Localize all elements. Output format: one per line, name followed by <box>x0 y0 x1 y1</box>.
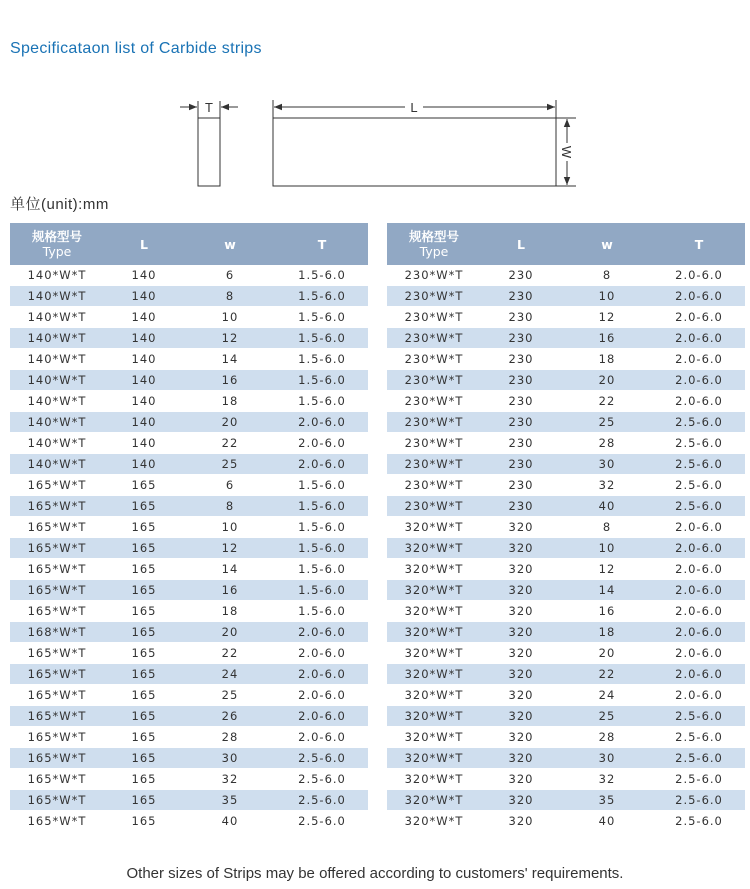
cell-l: 320 <box>481 517 561 538</box>
cell-t: 2.5-6.0 <box>653 454 745 475</box>
cell-t: 2.5-6.0 <box>653 748 745 769</box>
header-type <box>10 223 104 265</box>
cell-w: 30 <box>184 748 276 769</box>
cell-l: 320 <box>481 790 561 811</box>
header-l: L <box>104 223 184 265</box>
table-row <box>10 790 368 811</box>
table-row <box>387 349 745 370</box>
table-row <box>387 454 745 475</box>
cell-t: 2.0-6.0 <box>653 643 745 664</box>
table-row <box>10 685 368 706</box>
table-row <box>387 685 745 706</box>
cell-w: 8 <box>184 286 276 307</box>
table-header-row <box>10 223 368 265</box>
table-row <box>10 307 368 328</box>
cell-type: 165*W*T <box>10 475 104 496</box>
cell-w: 10 <box>561 286 653 307</box>
cell-w: 18 <box>561 622 653 643</box>
cell-l: 140 <box>104 349 184 370</box>
table-row <box>387 538 745 559</box>
table-row <box>10 664 368 685</box>
cell-type: 140*W*T <box>10 412 104 433</box>
header-type-cn: 规格型号 <box>408 229 459 244</box>
table-row <box>387 391 745 412</box>
cell-w: 30 <box>561 454 653 475</box>
cell-type: 230*W*T <box>387 454 481 475</box>
cell-t: 1.5-6.0 <box>276 559 368 580</box>
cell-w: 28 <box>561 433 653 454</box>
cell-type: 320*W*T <box>387 748 481 769</box>
header-type <box>387 223 481 265</box>
cell-t: 1.5-6.0 <box>276 601 368 622</box>
cell-type: 140*W*T <box>10 391 104 412</box>
spec-table-right <box>387 223 745 832</box>
cell-type: 140*W*T <box>10 433 104 454</box>
cell-type: 140*W*T <box>10 370 104 391</box>
table-row <box>10 496 368 517</box>
cell-t: 2.0-6.0 <box>653 265 745 286</box>
cell-w: 16 <box>561 601 653 622</box>
cell-t: 2.5-6.0 <box>653 811 745 832</box>
cell-type: 165*W*T <box>10 559 104 580</box>
strip-side-view <box>273 118 556 186</box>
table-row <box>10 643 368 664</box>
cell-w: 25 <box>184 454 276 475</box>
cell-l: 320 <box>481 685 561 706</box>
table-row <box>387 286 745 307</box>
cell-l: 165 <box>104 475 184 496</box>
cell-t: 1.5-6.0 <box>276 349 368 370</box>
cell-type: 165*W*T <box>10 706 104 727</box>
cell-type: 230*W*T <box>387 349 481 370</box>
table-row <box>10 748 368 769</box>
cell-t: 2.0-6.0 <box>653 391 745 412</box>
cell-l: 165 <box>104 706 184 727</box>
cell-w: 35 <box>561 790 653 811</box>
cell-w: 28 <box>561 727 653 748</box>
cell-type: 320*W*T <box>387 559 481 580</box>
cell-l: 230 <box>481 391 561 412</box>
cell-l: 320 <box>481 538 561 559</box>
table-row <box>10 391 368 412</box>
cell-t: 1.5-6.0 <box>276 391 368 412</box>
cell-l: 165 <box>104 811 184 832</box>
cell-l: 320 <box>481 811 561 832</box>
cell-type: 320*W*T <box>387 622 481 643</box>
cell-l: 320 <box>481 748 561 769</box>
cell-t: 2.0-6.0 <box>276 643 368 664</box>
table-row <box>387 412 745 433</box>
cell-w: 12 <box>184 538 276 559</box>
cell-t: 1.5-6.0 <box>276 370 368 391</box>
cell-t: 2.5-6.0 <box>653 496 745 517</box>
cell-type: 165*W*T <box>10 601 104 622</box>
table-row <box>387 433 745 454</box>
l-dimension-label: L <box>410 100 418 115</box>
cell-l: 230 <box>481 307 561 328</box>
cell-t: 2.0-6.0 <box>653 685 745 706</box>
cell-l: 140 <box>104 412 184 433</box>
cell-t: 2.0-6.0 <box>653 328 745 349</box>
cell-l: 165 <box>104 538 184 559</box>
table-row <box>10 265 368 286</box>
cell-type: 165*W*T <box>10 790 104 811</box>
header-l: L <box>481 223 561 265</box>
table-row <box>387 601 745 622</box>
strip-end-view <box>198 118 220 186</box>
cell-t: 2.5-6.0 <box>653 433 745 454</box>
table-row <box>10 349 368 370</box>
cell-type: 165*W*T <box>10 517 104 538</box>
cell-l: 140 <box>104 454 184 475</box>
table-header-row <box>387 223 745 265</box>
cell-w: 6 <box>184 265 276 286</box>
cell-w: 26 <box>184 706 276 727</box>
strip-dimension-diagram <box>0 0 750 200</box>
cell-w: 22 <box>561 391 653 412</box>
cell-type: 165*W*T <box>10 748 104 769</box>
table-row <box>387 475 745 496</box>
page-title: Specificataon list of Carbide strips <box>10 40 262 57</box>
cell-type: 168*W*T <box>10 622 104 643</box>
cell-l: 320 <box>481 727 561 748</box>
cell-w: 8 <box>561 265 653 286</box>
cell-t: 2.0-6.0 <box>653 622 745 643</box>
cell-w: 24 <box>184 664 276 685</box>
cell-l: 230 <box>481 475 561 496</box>
cell-w: 22 <box>561 664 653 685</box>
cell-w: 12 <box>561 307 653 328</box>
cell-w: 22 <box>184 643 276 664</box>
cell-type: 230*W*T <box>387 433 481 454</box>
cell-l: 140 <box>104 391 184 412</box>
cell-t: 1.5-6.0 <box>276 496 368 517</box>
cell-type: 165*W*T <box>10 727 104 748</box>
cell-w: 25 <box>561 412 653 433</box>
cell-l: 165 <box>104 559 184 580</box>
cell-l: 165 <box>104 769 184 790</box>
cell-t: 2.0-6.0 <box>276 622 368 643</box>
cell-t: 1.5-6.0 <box>276 517 368 538</box>
table-row <box>387 370 745 391</box>
cell-type: 140*W*T <box>10 286 104 307</box>
cell-t: 1.5-6.0 <box>276 286 368 307</box>
cell-type: 165*W*T <box>10 685 104 706</box>
cell-t: 2.5-6.0 <box>653 790 745 811</box>
cell-w: 40 <box>561 496 653 517</box>
cell-t: 1.5-6.0 <box>276 475 368 496</box>
cell-t: 2.0-6.0 <box>653 601 745 622</box>
cell-type: 320*W*T <box>387 727 481 748</box>
table-row <box>10 622 368 643</box>
cell-l: 165 <box>104 790 184 811</box>
cell-w: 35 <box>184 790 276 811</box>
cell-type: 320*W*T <box>387 706 481 727</box>
cell-w: 20 <box>184 622 276 643</box>
cell-t: 2.0-6.0 <box>653 664 745 685</box>
cell-type: 320*W*T <box>387 790 481 811</box>
cell-w: 32 <box>561 769 653 790</box>
cell-type: 320*W*T <box>387 601 481 622</box>
cell-l: 165 <box>104 580 184 601</box>
cell-l: 230 <box>481 496 561 517</box>
table-row <box>10 433 368 454</box>
table-row <box>10 601 368 622</box>
cell-w: 14 <box>561 580 653 601</box>
table-row <box>10 517 368 538</box>
cell-t: 2.0-6.0 <box>653 517 745 538</box>
cell-t: 2.5-6.0 <box>653 727 745 748</box>
cell-t: 2.0-6.0 <box>653 538 745 559</box>
cell-w: 16 <box>561 328 653 349</box>
header-type-en: Type <box>419 244 449 259</box>
cell-w: 40 <box>561 811 653 832</box>
table-row <box>387 559 745 580</box>
table-row <box>387 328 745 349</box>
cell-type: 230*W*T <box>387 307 481 328</box>
cell-w: 8 <box>184 496 276 517</box>
cell-w: 25 <box>184 685 276 706</box>
cell-l: 140 <box>104 370 184 391</box>
cell-type: 230*W*T <box>387 496 481 517</box>
cell-l: 230 <box>481 265 561 286</box>
cell-t: 2.0-6.0 <box>276 727 368 748</box>
table-row <box>10 286 368 307</box>
cell-w: 12 <box>184 328 276 349</box>
cell-type: 165*W*T <box>10 496 104 517</box>
cell-t: 2.0-6.0 <box>276 454 368 475</box>
cell-type: 230*W*T <box>387 412 481 433</box>
header-w: w <box>184 223 276 265</box>
cell-w: 20 <box>184 412 276 433</box>
cell-t: 2.0-6.0 <box>653 286 745 307</box>
cell-t: 2.5-6.0 <box>276 811 368 832</box>
cell-type: 320*W*T <box>387 643 481 664</box>
cell-l: 140 <box>104 433 184 454</box>
cell-type: 165*W*T <box>10 769 104 790</box>
cell-type: 140*W*T <box>10 307 104 328</box>
cell-type: 320*W*T <box>387 538 481 559</box>
table-row <box>10 454 368 475</box>
cell-t: 2.0-6.0 <box>276 412 368 433</box>
table-row <box>387 517 745 538</box>
cell-l: 320 <box>481 706 561 727</box>
cell-type: 230*W*T <box>387 391 481 412</box>
cell-l: 230 <box>481 454 561 475</box>
table-row <box>387 811 745 832</box>
cell-t: 2.5-6.0 <box>276 790 368 811</box>
cell-t: 2.0-6.0 <box>653 349 745 370</box>
table-row <box>10 769 368 790</box>
cell-w: 12 <box>561 559 653 580</box>
cell-l: 165 <box>104 622 184 643</box>
table-row <box>387 307 745 328</box>
cell-w: 20 <box>561 643 653 664</box>
cell-t: 1.5-6.0 <box>276 265 368 286</box>
cell-l: 230 <box>481 370 561 391</box>
cell-type: 230*W*T <box>387 265 481 286</box>
cell-l: 230 <box>481 349 561 370</box>
cell-l: 165 <box>104 643 184 664</box>
cell-type: 230*W*T <box>387 286 481 307</box>
cell-l: 165 <box>104 601 184 622</box>
cell-l: 165 <box>104 748 184 769</box>
cell-t: 2.5-6.0 <box>653 412 745 433</box>
cell-w: 10 <box>561 538 653 559</box>
table-row <box>387 643 745 664</box>
cell-w: 6 <box>184 475 276 496</box>
cell-type: 165*W*T <box>10 664 104 685</box>
table-row <box>387 769 745 790</box>
cell-t: 2.0-6.0 <box>653 307 745 328</box>
cell-t: 2.5-6.0 <box>276 748 368 769</box>
cell-w: 18 <box>184 391 276 412</box>
cell-l: 320 <box>481 622 561 643</box>
cell-type: 320*W*T <box>387 811 481 832</box>
table-row <box>387 748 745 769</box>
cell-l: 165 <box>104 664 184 685</box>
cell-l: 230 <box>481 433 561 454</box>
cell-l: 230 <box>481 328 561 349</box>
cell-l: 320 <box>481 601 561 622</box>
header-type-cn: 规格型号 <box>31 229 82 244</box>
table-row <box>10 538 368 559</box>
cell-t: 1.5-6.0 <box>276 307 368 328</box>
cell-l: 140 <box>104 307 184 328</box>
cell-t: 2.0-6.0 <box>276 433 368 454</box>
cell-t: 2.5-6.0 <box>276 769 368 790</box>
w-dimension-label: W <box>559 145 574 159</box>
cell-w: 22 <box>184 433 276 454</box>
cell-type: 140*W*T <box>10 265 104 286</box>
cell-w: 18 <box>184 601 276 622</box>
cell-t: 2.0-6.0 <box>276 664 368 685</box>
cell-w: 14 <box>184 559 276 580</box>
table-row <box>387 580 745 601</box>
cell-t: 2.5-6.0 <box>653 475 745 496</box>
table-row <box>10 559 368 580</box>
cell-w: 32 <box>561 475 653 496</box>
cell-t: 2.0-6.0 <box>276 685 368 706</box>
table-row <box>387 664 745 685</box>
table-row <box>387 790 745 811</box>
cell-type: 140*W*T <box>10 328 104 349</box>
header-t: T <box>276 223 368 265</box>
cell-type: 320*W*T <box>387 664 481 685</box>
cell-l: 320 <box>481 580 561 601</box>
cell-w: 24 <box>561 685 653 706</box>
cell-l: 230 <box>481 412 561 433</box>
cell-l: 140 <box>104 286 184 307</box>
cell-w: 8 <box>561 517 653 538</box>
cell-w: 30 <box>561 748 653 769</box>
cell-type: 165*W*T <box>10 538 104 559</box>
cell-t: 2.5-6.0 <box>653 706 745 727</box>
cell-w: 10 <box>184 517 276 538</box>
header-w: w <box>561 223 653 265</box>
cell-t: 1.5-6.0 <box>276 328 368 349</box>
header-type-en: Type <box>42 244 72 259</box>
table-row <box>10 580 368 601</box>
table-row <box>10 328 368 349</box>
cell-w: 20 <box>561 370 653 391</box>
cell-l: 320 <box>481 643 561 664</box>
cell-type: 165*W*T <box>10 811 104 832</box>
cell-w: 40 <box>184 811 276 832</box>
cell-type: 140*W*T <box>10 454 104 475</box>
cell-type: 320*W*T <box>387 517 481 538</box>
unit-label: 单位(unit):mm <box>10 196 109 213</box>
cell-w: 28 <box>184 727 276 748</box>
cell-l: 165 <box>104 517 184 538</box>
footer-note: Other sizes of Strips may be offered according to customers' requirements. <box>126 865 624 882</box>
header-t: T <box>653 223 745 265</box>
t-dimension-label: T <box>205 100 213 115</box>
cell-w: 10 <box>184 307 276 328</box>
cell-t: 2.5-6.0 <box>653 769 745 790</box>
cell-t: 1.5-6.0 <box>276 538 368 559</box>
cell-type: 165*W*T <box>10 580 104 601</box>
table-row <box>387 706 745 727</box>
table-row <box>387 496 745 517</box>
cell-l: 140 <box>104 328 184 349</box>
table-row <box>387 265 745 286</box>
cell-type: 230*W*T <box>387 328 481 349</box>
cell-type: 320*W*T <box>387 580 481 601</box>
table-row <box>10 727 368 748</box>
table-row <box>10 475 368 496</box>
table-row <box>387 622 745 643</box>
cell-type: 320*W*T <box>387 769 481 790</box>
table-row <box>10 370 368 391</box>
cell-type: 230*W*T <box>387 475 481 496</box>
cell-type: 320*W*T <box>387 685 481 706</box>
cell-t: 2.0-6.0 <box>653 580 745 601</box>
cell-type: 230*W*T <box>387 370 481 391</box>
cell-w: 32 <box>184 769 276 790</box>
cell-l: 165 <box>104 496 184 517</box>
table-row <box>10 811 368 832</box>
cell-type: 165*W*T <box>10 643 104 664</box>
table-row <box>387 727 745 748</box>
cell-w: 14 <box>184 349 276 370</box>
cell-w: 16 <box>184 580 276 601</box>
cell-l: 320 <box>481 559 561 580</box>
spec-table-left <box>10 223 368 832</box>
cell-t: 1.5-6.0 <box>276 580 368 601</box>
cell-l: 230 <box>481 286 561 307</box>
cell-l: 165 <box>104 685 184 706</box>
cell-w: 18 <box>561 349 653 370</box>
cell-l: 320 <box>481 664 561 685</box>
cell-t: 2.0-6.0 <box>276 706 368 727</box>
cell-l: 165 <box>104 727 184 748</box>
cell-w: 25 <box>561 706 653 727</box>
cell-type: 140*W*T <box>10 349 104 370</box>
cell-l: 140 <box>104 265 184 286</box>
table-row <box>10 412 368 433</box>
table-row <box>10 706 368 727</box>
cell-t: 2.0-6.0 <box>653 559 745 580</box>
cell-w: 16 <box>184 370 276 391</box>
cell-t: 2.0-6.0 <box>653 370 745 391</box>
cell-l: 320 <box>481 769 561 790</box>
